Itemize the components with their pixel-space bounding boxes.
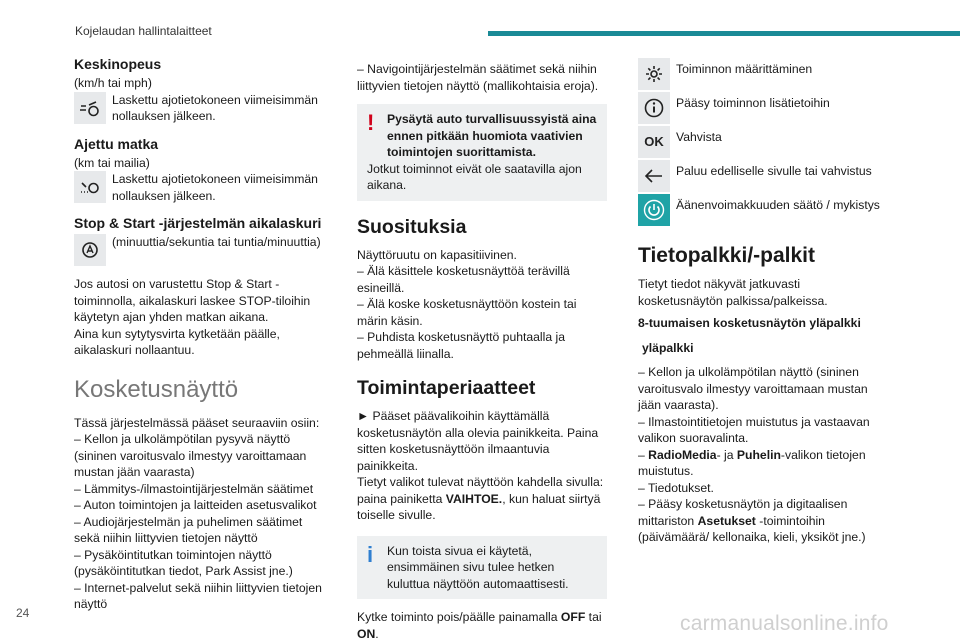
column-1 [74, 55, 324, 613]
touchscreen-intro: Tässä järjestelmässä pääset seuraaviin osiin: [74, 415, 320, 430]
back-arrow-icon [638, 160, 670, 192]
list-item: – Lämmitys-/ilmastointijärjestelmän säätimet [74, 481, 314, 496]
infobars-intro: Tietyt tiedot näkyvät jatkuvasti kosketusnäytön palkissa/palkeissa. [638, 277, 828, 308]
stop-start-icon [74, 234, 106, 266]
icon-row-back [638, 160, 888, 192]
list-item: – Audiojärjestelmän ja puhelimen säätimet sekä niihin liittyvien tietojen näyttö [74, 514, 303, 545]
warning-exclamation-icon: ! [367, 110, 375, 135]
stopstart-unit: (minuuttia/sekuntia tai tuntia/minuuttia) [112, 235, 321, 249]
distance-icon [74, 171, 106, 203]
list-item: Näyttöruutu on kapasitiivinen. [357, 247, 517, 262]
watermark: carmanualsonline.info [680, 612, 889, 635]
info-icon [638, 92, 670, 124]
avg-speed-desc: Laskettu ajotietokoneen viimeisimmän nollauksen jälkeen. [112, 92, 318, 123]
infobars-sub: 8-tuumaisen kosketusnäytön yläpalkki [638, 316, 861, 330]
average-speed-icon [74, 92, 106, 124]
stopstart-title: Stop & Start -järjestelmän aikalaskuri [74, 215, 322, 231]
distance-row [74, 171, 324, 204]
icon-row-ok [638, 126, 888, 158]
icon-label: Äänenvoimakkuuden säätö / mykistys [676, 198, 880, 212]
list-item: – Älä koske kosketusnäyttöön kostein tai märin käsin. [357, 297, 577, 328]
avg-speed-row [74, 92, 324, 125]
column-2 [357, 61, 607, 642]
list-item: – Pääsy kosketusnäytön ja digitaalisen mittariston Asetukset -toimintoihin (päivämäärä/ kellonaika, kieli, yksiköt jne.) [638, 497, 866, 544]
list-item: – Pysäköintitutkan toimintojen näyttö (pysäköintitutkan tiedot, Park Assist jne.) [74, 547, 293, 578]
list-item: – Puhdista kosketusnäyttö puhtaalla ja pehmeällä liinalla. [357, 330, 566, 361]
list-item: – Internet-palvelut sekä niihin liittyvien tietojen näyttö [74, 580, 322, 611]
running-header: Kojelaudan hallintalaitteet [75, 24, 212, 38]
touchscreen-title: Kosketusnäyttö [74, 375, 239, 403]
list-item: – Kellon ja ulkolämpötilan pysyvä näyttö (sininen varoitusvalo ilmestyy varoittamaan mustan jään vaarasta) [74, 432, 307, 479]
list-item: – Kellon ja ulkolämpötilan näyttö (sininen varoitusvalo ilmestyy varoittamaan mustan jään vaarasta). [638, 365, 868, 412]
icon-label: Vahvista [676, 130, 722, 144]
principles-title: Toimintaperiaatteet [357, 377, 536, 399]
infobars-subsub: yläpalkki [642, 340, 694, 355]
list-item: – Tiedotukset. [638, 480, 714, 495]
principles-p2: Tietyt valikot tulevat näyttöön kahdella sivulla: paina painiketta VAIHTOE., kun haluat siirtyä toiselle sivulle. [357, 475, 604, 522]
stopstart-para: Jos autosi on varustettu Stop & Start -toiminnolla, aikalaskuri laskee STOP-tiloihin käytetyn ajan yhden matkan aikana. Aina kun sytytysvirta kytketään päälle, aikalaskuri nollaantuu. [74, 277, 311, 357]
distance-title: Ajettu matka [74, 135, 159, 152]
warning-bold: Pysäytä auto turvallisuussyistä aina ennen pitkään huomiota vaativien toimintojen suorittamista. [387, 112, 597, 159]
warning-box [357, 104, 607, 201]
principles-p1: ► Pääset päävalikoihin käyttämällä kosketusnäytön alla olevia painikkeita. Paina sitten kosketusnäyttöön ilmaantuvia painikkeita. [357, 409, 599, 473]
list-item: – Ilmastointitietojen muistutus ja vastaavan valikon suoravalinta. [638, 414, 870, 445]
column-3 [638, 58, 888, 546]
header-accent-bar [488, 31, 960, 36]
list-item: – Auton toimintojen ja laitteiden asetusvalikot [74, 498, 317, 512]
icon-label: Paluu edelliselle sivulle tai vahvistus [676, 164, 872, 178]
avg-speed-title: Keskinopeus [74, 56, 162, 72]
info-box [357, 536, 607, 600]
icon-row-power [638, 194, 888, 226]
icon-row-settings [638, 58, 888, 90]
ok-icon: OK [638, 126, 670, 158]
toggle-text: Kytke toiminto pois/päälle painamalla OFF tai ON. [357, 610, 602, 641]
icon-row-info [638, 92, 888, 124]
stopstart-row [74, 234, 324, 266]
distance-desc: Laskettu ajotietokoneen viimeisimmän nollauksen jälkeen. [112, 172, 318, 203]
settings-icon [638, 58, 670, 90]
icon-label: Toiminnon määrittäminen [676, 62, 813, 76]
list-item: – RadioMedia- ja Puhelin-valikon tietojen muistutus. [638, 447, 866, 478]
vaihtoe-label: VAIHTOE. [445, 491, 503, 506]
list-item: – Navigointijärjestelmän säätimet sekä niihin liittyvien tietojen näyttö (mallikohtaisia eroja). [357, 62, 599, 93]
warning-text: Jotkut toiminnot eivät ole saatavilla ajon aikana. [367, 161, 582, 192]
info-i-icon: i [367, 541, 374, 567]
infobars-title: Tietopalkki/-palkit [638, 244, 815, 267]
power-volume-icon [638, 194, 670, 226]
info-text: Kun toista sivua ei käytetä, ensimmäinen sivu tulee hetken kuluttua näyttöön automaattisesti. [387, 543, 569, 591]
page-number: 24 [16, 606, 30, 620]
list-item: – Älä käsittele kosketusnäyttöä terävillä esineillä. [357, 264, 570, 295]
recommendations-title: Suosituksia [357, 215, 467, 238]
icon-label: Pääsy toiminnon lisätietoihin [676, 96, 830, 110]
distance-unit: (km tai mailia) [74, 155, 150, 170]
avg-speed-unit: (km/h tai mph) [74, 76, 152, 90]
